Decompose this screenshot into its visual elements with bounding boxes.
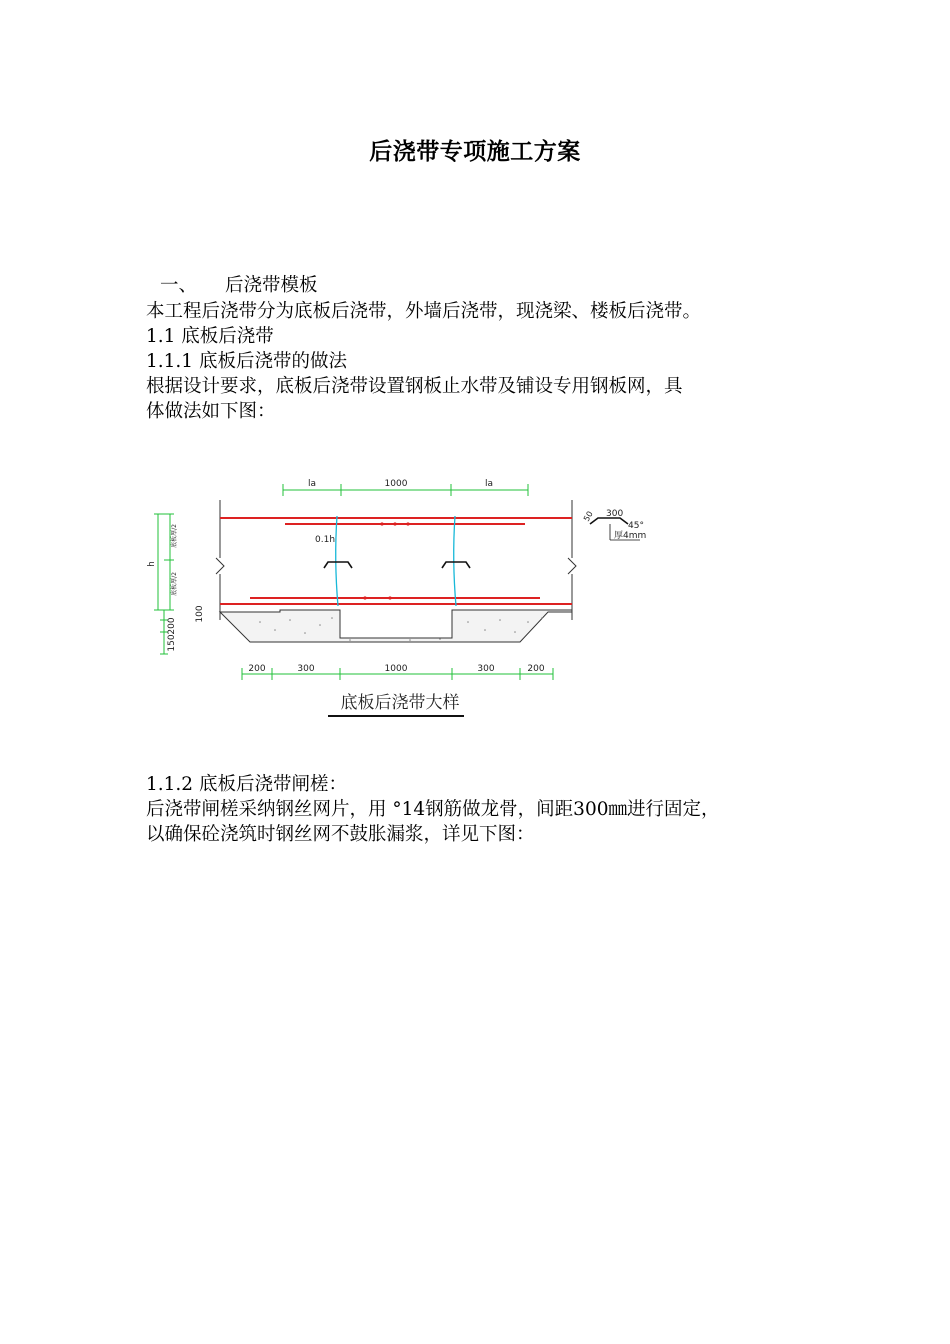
dim-1000-top: 1000 xyxy=(384,479,408,489)
water-stop-plates xyxy=(324,562,470,568)
detail-50: 50 xyxy=(581,509,595,523)
dim-la-left: la xyxy=(307,479,317,489)
section-title: 后浇带模板 xyxy=(225,275,318,296)
figure-caption: 底板后浇带大样 xyxy=(340,693,460,713)
heading-1-1: 1.1 底板后浇带 xyxy=(146,326,274,347)
bottom-rebars xyxy=(220,598,572,604)
dim-300-b: 300 xyxy=(477,664,495,674)
section-heading xyxy=(160,274,318,298)
rebar-dot xyxy=(406,522,409,525)
page-title: 后浇带专项施工方案 xyxy=(369,138,581,165)
trench xyxy=(340,610,452,638)
dim-h: h xyxy=(147,561,157,567)
detail-300: 300 xyxy=(606,509,624,519)
dim-200-left: 200 xyxy=(167,617,177,635)
dim-half-thickness-top: 底板厚/2 xyxy=(171,524,178,548)
dim-200-b: 200 xyxy=(527,664,545,674)
paragraph-mesh-line2: 以确保砼浇筑时钢丝网不鼓胀漏浆，详见下图： xyxy=(146,824,535,845)
heading-1-1-1: 1.1.1 底板后浇带的做法 xyxy=(146,351,347,372)
dim-1000-bottom: 1000 xyxy=(384,664,408,674)
dim-half-thickness-bottom: 底板厚/2 xyxy=(171,572,178,596)
heading-1-1-2: 1.1.2 底板后浇带闸槎： xyxy=(146,774,347,795)
dim-100: 100 xyxy=(195,605,205,623)
rebar-dot xyxy=(363,596,366,599)
rebar-dot xyxy=(388,596,391,599)
steel-mesh xyxy=(336,516,456,606)
paragraph-method-line2: 体做法如下图： xyxy=(146,401,276,422)
dim-150: 150 xyxy=(167,634,177,652)
dim-300-a: 300 xyxy=(297,664,315,674)
slab-post-pour-strip-detail-drawing xyxy=(147,470,670,730)
dim-200-a: 200 xyxy=(248,664,266,674)
paragraph-intro: 本工程后浇带分为底板后浇带，外墙后浇带，现浇梁、楼板后浇带。 xyxy=(146,301,702,322)
label-0-1h: 0.1h xyxy=(315,535,336,545)
paragraph-method-line1: 根据设计要求，底板后浇带设置钢板止水带及铺设专用钢板网，具 xyxy=(146,376,683,397)
rebar-dot xyxy=(380,522,383,525)
paragraph-mesh-line1: 后浇带闸槎采纳钢丝网片，用 °14钢筋做龙骨，间距300㎜进行固定， xyxy=(146,799,720,820)
dim-la-right: la xyxy=(484,479,494,489)
section-number: 一、 xyxy=(160,275,198,296)
rebar-dot xyxy=(393,522,396,525)
detail-angle: 45° xyxy=(628,521,644,531)
detail-thickness: 厚4mm xyxy=(614,531,647,541)
